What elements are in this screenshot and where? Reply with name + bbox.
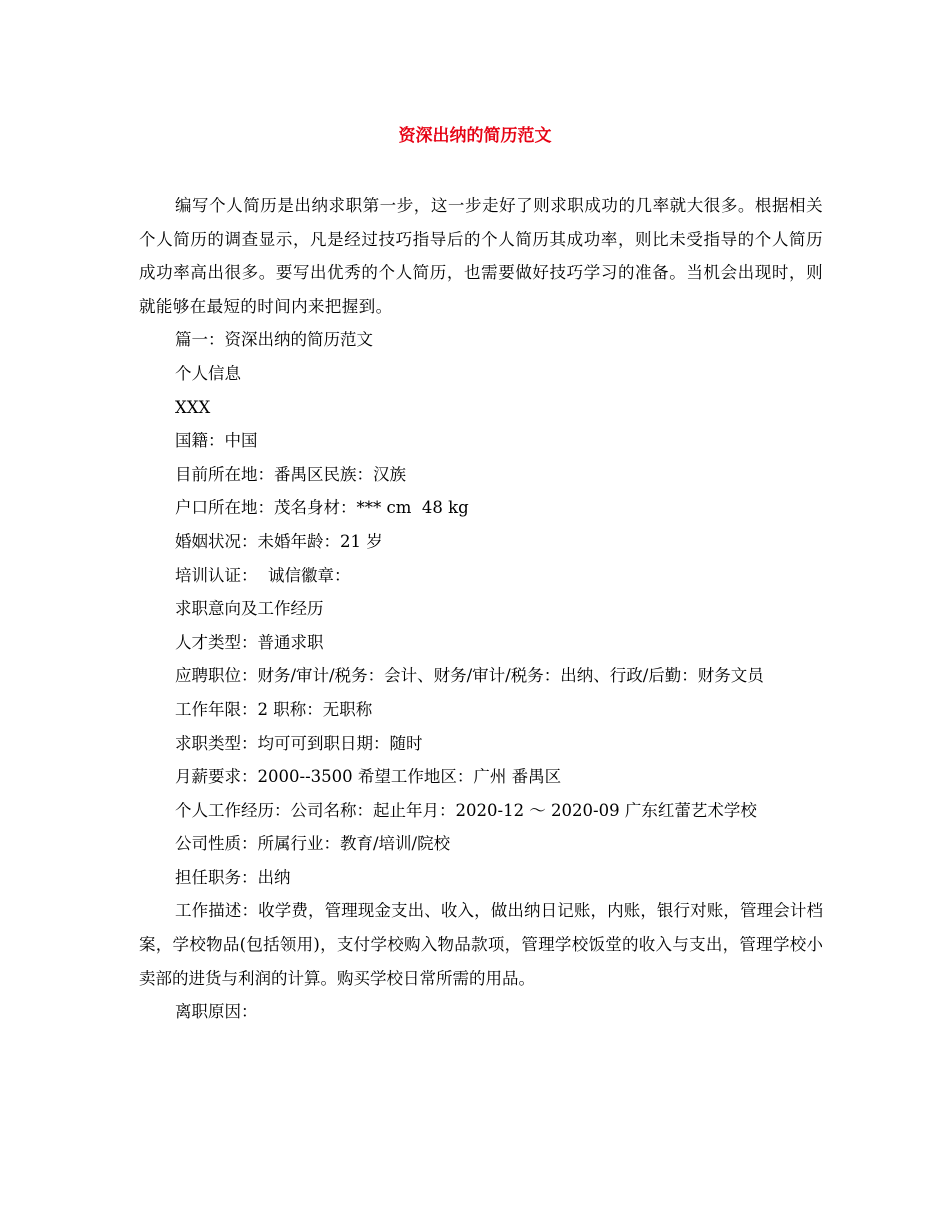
certification-line: 培训认证： 诚信徽章： <box>175 565 351 585</box>
marital-age-line: 婚姻状况：未婚年龄：21 岁 <box>175 531 383 551</box>
talent-type-line: 人才类型：普通求职 <box>175 632 324 652</box>
document-title: 资深出纳的简历范文 <box>398 126 552 146</box>
work-experience-line: 个人工作经历：公司名称：起止年月：2020-12 ～ 2020-09 广东红蕾艺术学校 <box>175 800 757 820</box>
salary-region-line: 月薪要求：2000--3500 希望工作地区：广州 番禺区 <box>175 767 562 787</box>
work-years-title-line: 工作年限：2 职称：无职称 <box>175 699 373 719</box>
job-type-start-date-line: 求职类型：均可可到职日期：随时 <box>175 733 423 753</box>
job-description-paragraph: 工作描述：收学费，管理现金支出、收入，做出纳日记账，内账，银行对账，管理会计档案，学校物品(包括领用)，支付学校购入物品款项，管理学校饭堂的收入与支出，管理学校小卖部的进货与利润的计算。购买学校日常所需的用品。 <box>139 901 823 988</box>
document-body <box>139 189 823 1029</box>
company-nature-line: 公司性质：所属行业：教育/培训/院校 <box>175 834 451 854</box>
personal-info-heading: 个人信息 <box>175 363 241 383</box>
position-held-line: 担任职务：出纳 <box>175 867 291 887</box>
applied-position-line: 应聘职位：财务/审计/税务：会计、财务/审计/税务：出纳、行政/后勤：财务文员 <box>175 666 764 686</box>
intro-paragraph: 编写个人简历是出纳求职第一步，这一步走好了则求职成功的几率就大很多。根据相关个人简历的调查显示，凡是经过技巧指导后的个人简历其成功率，则比未受指导的个人简历成功率高出很多。要写出优秀的个人简历，也需要做好技巧学习的准备。当机会出现时，则就能够在最短的时间内来把握到。 <box>139 196 823 316</box>
name-line: XXX <box>175 397 211 417</box>
hukou-height-weight-line: 户口所在地：茂名身材：*** cm 48 kg <box>175 498 469 518</box>
leave-reason-line: 离职原因： <box>175 1002 258 1022</box>
nationality-line: 国籍：中国 <box>175 431 258 451</box>
job-intent-heading: 求职意向及工作经历 <box>175 599 324 619</box>
location-ethnicity-line: 目前所在地：番禺区民族：汉族 <box>175 464 406 484</box>
section-heading-part-one: 篇一：资深出纳的简历范文 <box>175 330 373 350</box>
